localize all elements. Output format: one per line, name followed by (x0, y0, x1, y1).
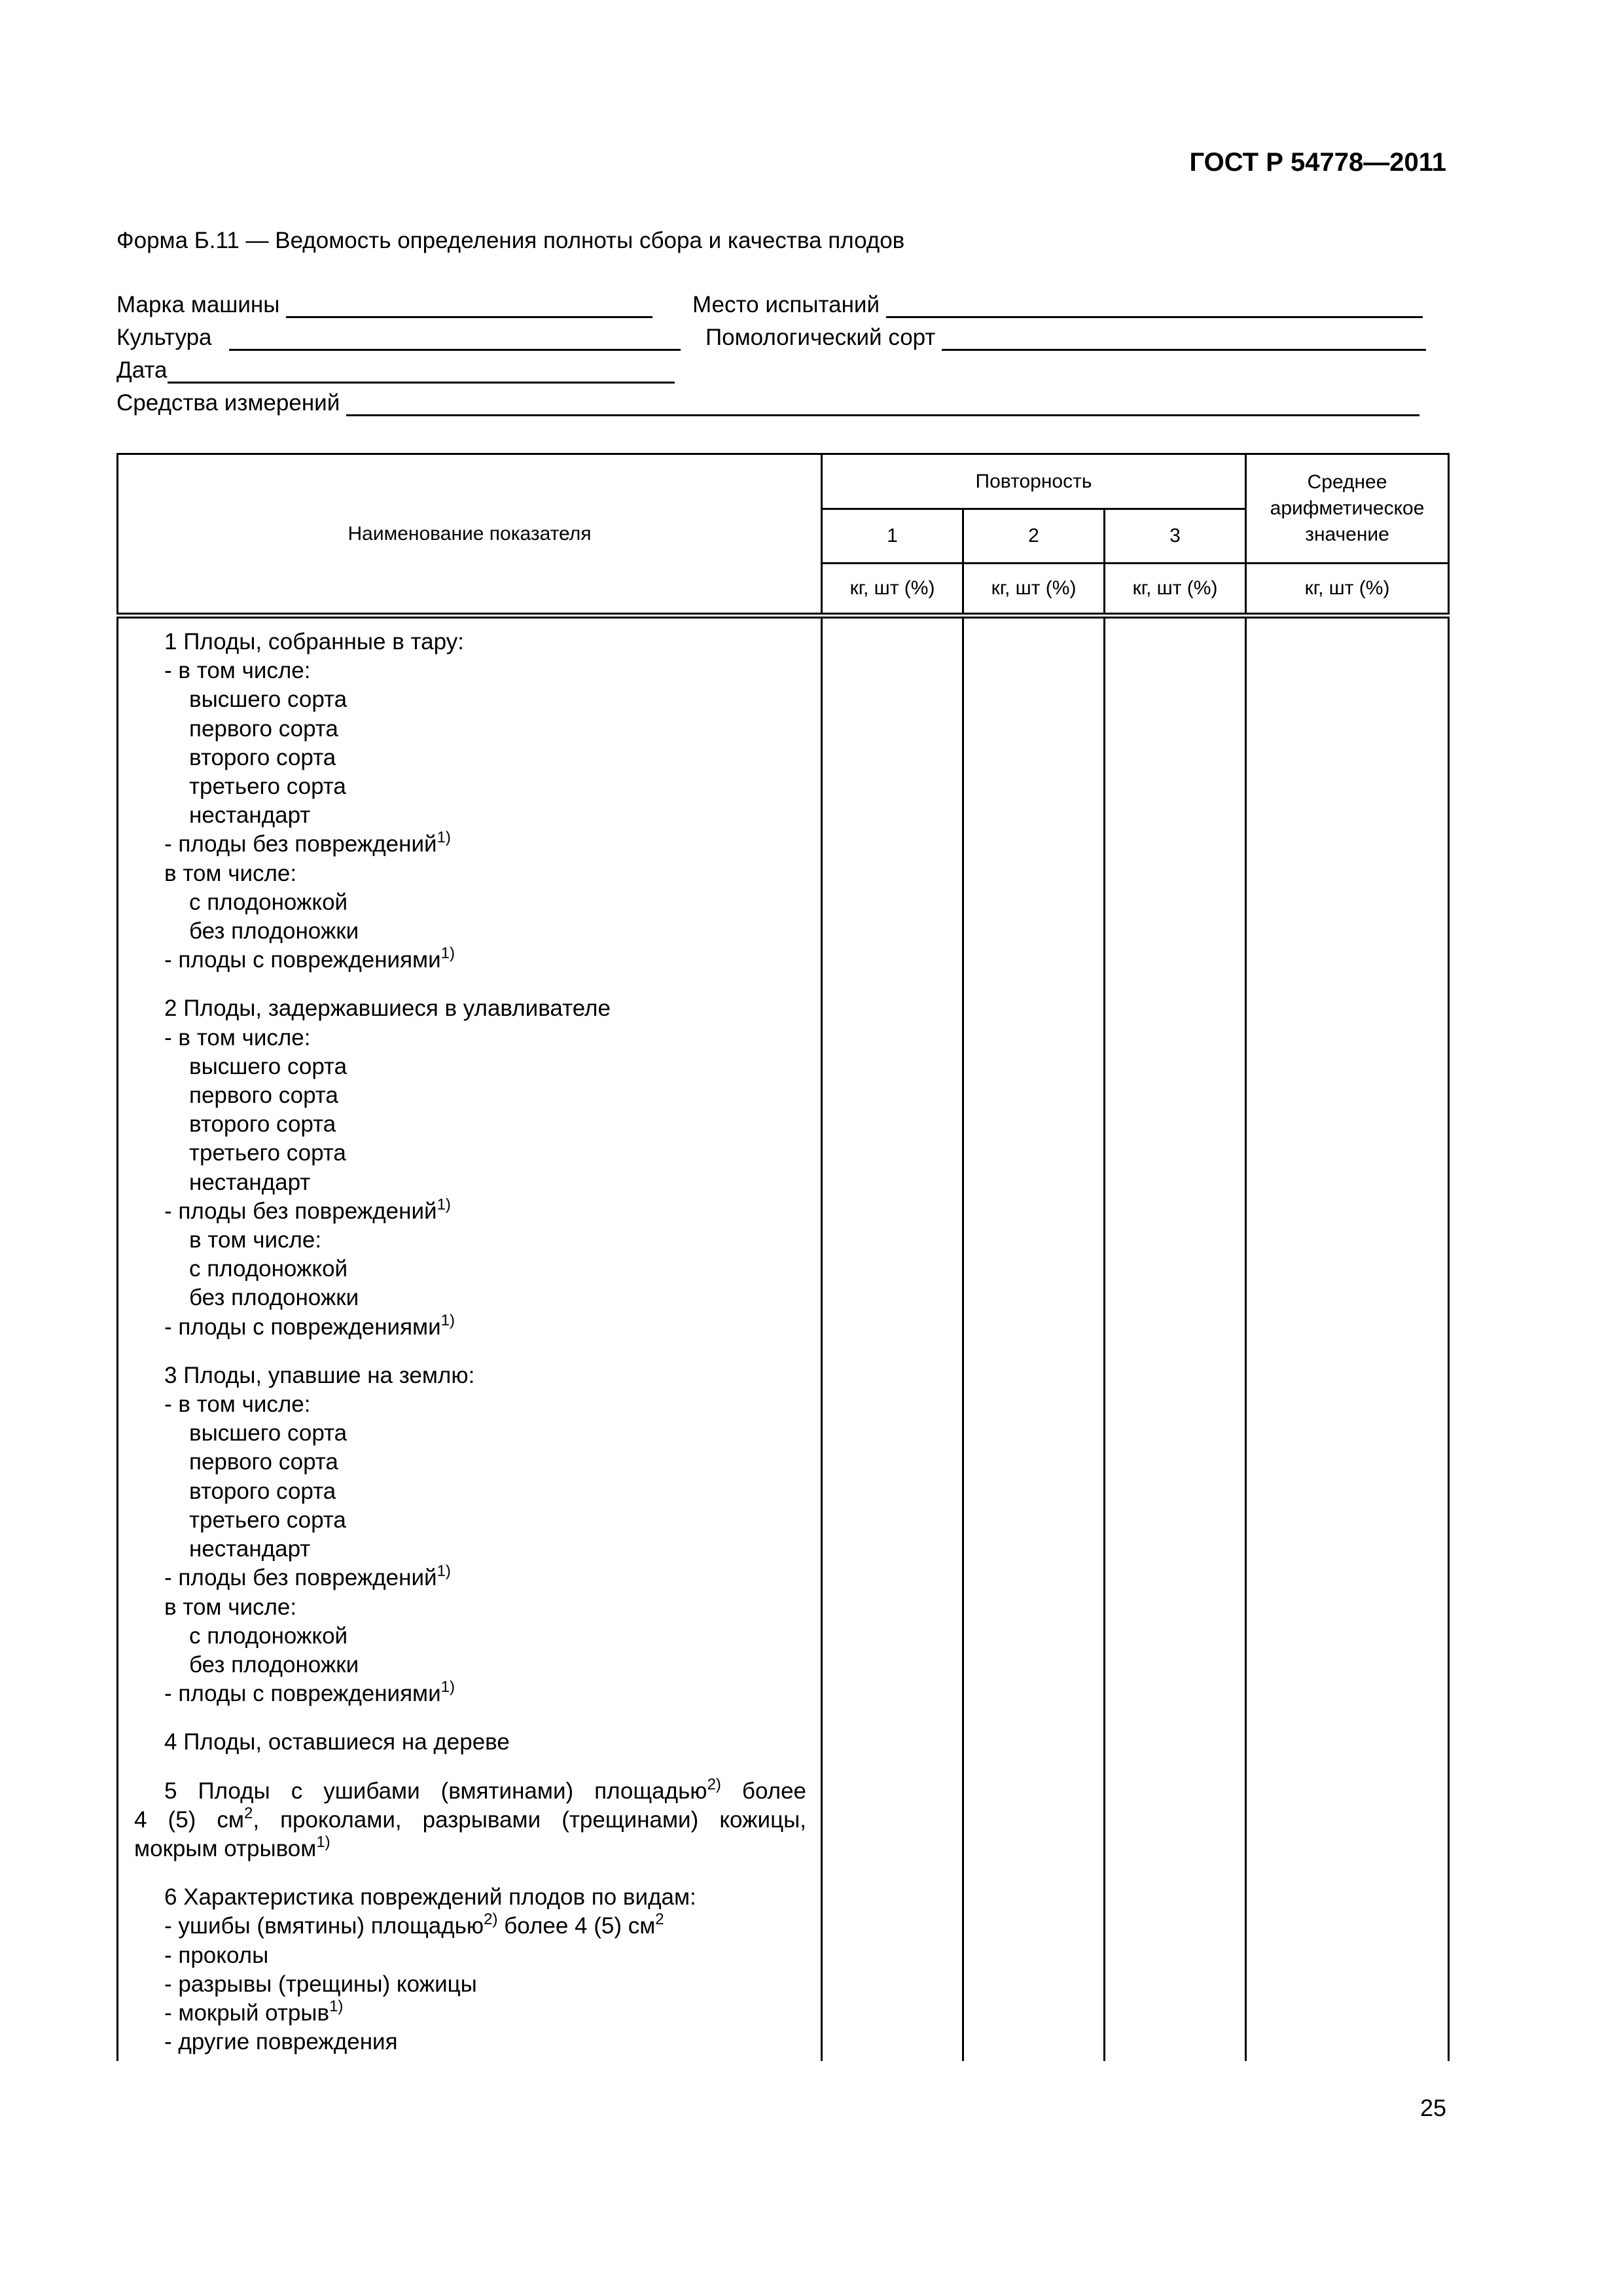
section-1-incl: - в том числе: (164, 658, 311, 684)
machine-brand-field (116, 292, 652, 318)
section-1-with-stem: с плодоножкой (189, 889, 348, 915)
section-1-grade-1: первого сорта (189, 715, 338, 742)
section-5-line-3: мокрым отрывом$^{1)}$ (134, 1833, 330, 1861)
section-4-title: 4 Плоды, оставшиеся на дереве (164, 1729, 510, 1755)
section-2-grade-3: третьего сорта (189, 1140, 346, 1166)
test-place-label: Место испытаний (692, 292, 880, 317)
section-1-nonstandard: нестандарт (189, 802, 311, 829)
section-3-title: 3 Плоды, упавшие на землю: (164, 1362, 475, 1388)
date-label: Дата (116, 357, 168, 383)
column-header-average: Среднее арифметическое значение (1246, 454, 1449, 564)
section-1-incl-2: в том числе: (164, 860, 297, 886)
test-place-field (692, 292, 1423, 318)
page-number: 25 (1419, 2094, 1446, 2121)
form-title: Форма Б.11 — Ведомость определения полноты сбора и качества плодов (116, 228, 905, 253)
machine-brand-label: Марка машины (116, 292, 280, 317)
section-1-with-damage: - плоды с повреждениями$^{1)}$ (164, 944, 455, 973)
section-6-wet-tear: - мокрый отрыв$^{1)}$ (164, 1997, 344, 2026)
section-5-line-2: 4 (5) $см^2$, проколами, разрывами (трещинами) кожицы, (134, 1804, 806, 1833)
indicator-names-cell (118, 616, 822, 2061)
section-3-grade-3: третьего сорта (189, 1507, 346, 1533)
repeat-1-values-cell[interactable] (822, 616, 963, 2061)
repeat-1-header: 1 (822, 509, 963, 564)
footnote-2-ref: 2) (707, 1775, 721, 1793)
repeat-3-header: 3 (1105, 509, 1246, 564)
repeat-3-values-cell[interactable] (1105, 616, 1246, 2061)
section-6-bruises: - ушибы (вмятины) площадью$^{2)}$ более 4 (5) $см^2$ (164, 1910, 664, 1939)
section-2-with-damage: - плоды с повреждениями$^{1)}$ (164, 1311, 455, 1340)
section-2-with-stem: с плодоножкой (189, 1256, 348, 1282)
section-2-incl-2: в том числе: (189, 1227, 322, 1253)
machine-brand-blank[interactable] (286, 293, 652, 318)
section-1-grade-top: высшего сорта (189, 687, 348, 713)
section-1-grade-2: второго сорта (189, 744, 336, 770)
date-field (116, 357, 675, 384)
section-2-incl: - в том числе: (164, 1024, 311, 1050)
section-1-grade-3: третьего сорта (189, 774, 346, 800)
footnote-2-ref: 2) (484, 1910, 498, 1929)
section-6-ruptures: - разрывы (трещины) кожицы (164, 1971, 477, 1997)
test-place-blank[interactable] (886, 293, 1423, 318)
footnote-1-ref: 1) (440, 1311, 455, 1329)
variety-blank[interactable] (942, 325, 1426, 351)
section-3-with-stem: с плодоножкой (189, 1623, 348, 1649)
section-2-grade-top: высшего сорта (189, 1053, 348, 1079)
measuring-tools-label: Средства измерений (116, 390, 340, 416)
unit-repeat-3: кг, шт (%) (1105, 564, 1246, 616)
section-3-grade-2: второго сорта (189, 1478, 336, 1504)
section-6-title: 6 Характеристика повреждений плодов по видам: (164, 1884, 696, 1910)
section-3-no-damage: - плоды без повреждений$^{1)}$ (164, 1562, 451, 1591)
footnote-1-ref: 1) (437, 1195, 451, 1213)
square-superscript: 2 (243, 1804, 253, 1822)
section-2-title: 2 Плоды, задержавшиеся в улавливателе (164, 996, 611, 1022)
repeat-2-header: 2 (963, 509, 1105, 564)
footnote-1-ref: 1) (437, 1562, 451, 1581)
footnote-1-ref: 1) (440, 944, 455, 963)
section-1-title: 1 Плоды, собранные в тару: (164, 629, 464, 655)
section-1-no-damage: - плоды без повреждений$^{1)}$ (164, 829, 451, 857)
section-3-incl-2: в том числе: (164, 1594, 297, 1620)
footnote-1-ref: 1) (316, 1833, 330, 1851)
average-values-cell[interactable] (1246, 616, 1449, 2061)
section-2-nonstandard: нестандарт (189, 1169, 311, 1195)
crop-blank[interactable] (229, 325, 681, 351)
measuring-tools-blank[interactable] (346, 391, 1419, 416)
section-1-without-stem: без плодоножки (189, 918, 359, 944)
section-3-incl: - в том числе: (164, 1391, 311, 1418)
unit-repeat-2: кг, шт (%) (963, 564, 1105, 616)
section-3-nonstandard: нестандарт (189, 1536, 311, 1562)
repeat-2-values-cell[interactable] (963, 616, 1105, 2061)
column-header-repeat: Повторность (822, 454, 1246, 509)
header-row-1 (118, 454, 1449, 509)
unit-repeat-1: кг, шт (%) (822, 564, 963, 616)
section-2-grade-2: второго сорта (189, 1111, 336, 1138)
square-superscript: 2 (655, 1910, 664, 1929)
section-6-other: - другие повреждения (164, 2029, 398, 2055)
section-6-punctures: - проколы (164, 1942, 269, 1968)
standard-designation: ГОСТ Р 54778—2011 (1189, 148, 1446, 177)
section-3-without-stem: без плодоножки (189, 1651, 359, 1677)
unit-average: кг, шт (%) (1246, 564, 1449, 616)
table-body-row (118, 616, 1449, 2061)
section-2-without-stem: без плодоножки (189, 1285, 359, 1311)
fruit-quality-table (116, 453, 1450, 2061)
measuring-tools-field (116, 390, 1419, 416)
variety-label: Помологический сорт (705, 325, 936, 350)
crop-label: Культура (116, 325, 212, 350)
section-3-grade-1: первого сорта (189, 1449, 338, 1475)
section-2-no-damage: - плоды без повреждений$^{1)}$ (164, 1195, 451, 1224)
column-header-name: Наименование показателя (118, 454, 822, 616)
footnote-1-ref: 1) (440, 1678, 455, 1696)
section-3-with-damage: - плоды с повреждениями$^{1)}$ (164, 1678, 455, 1707)
footnote-1-ref: 1) (329, 1997, 344, 2015)
section-3-grade-top: высшего сорта (189, 1420, 348, 1446)
date-blank[interactable] (168, 358, 675, 384)
section-5-line-1: 5 Плоды с ушибами (вмятинами) площадью$^{2)}$ более (164, 1775, 806, 1804)
section-2-grade-1: первого сорта (189, 1083, 338, 1109)
footnote-1-ref: 1) (437, 829, 451, 847)
variety-field (705, 325, 1426, 351)
crop-field (116, 325, 681, 351)
